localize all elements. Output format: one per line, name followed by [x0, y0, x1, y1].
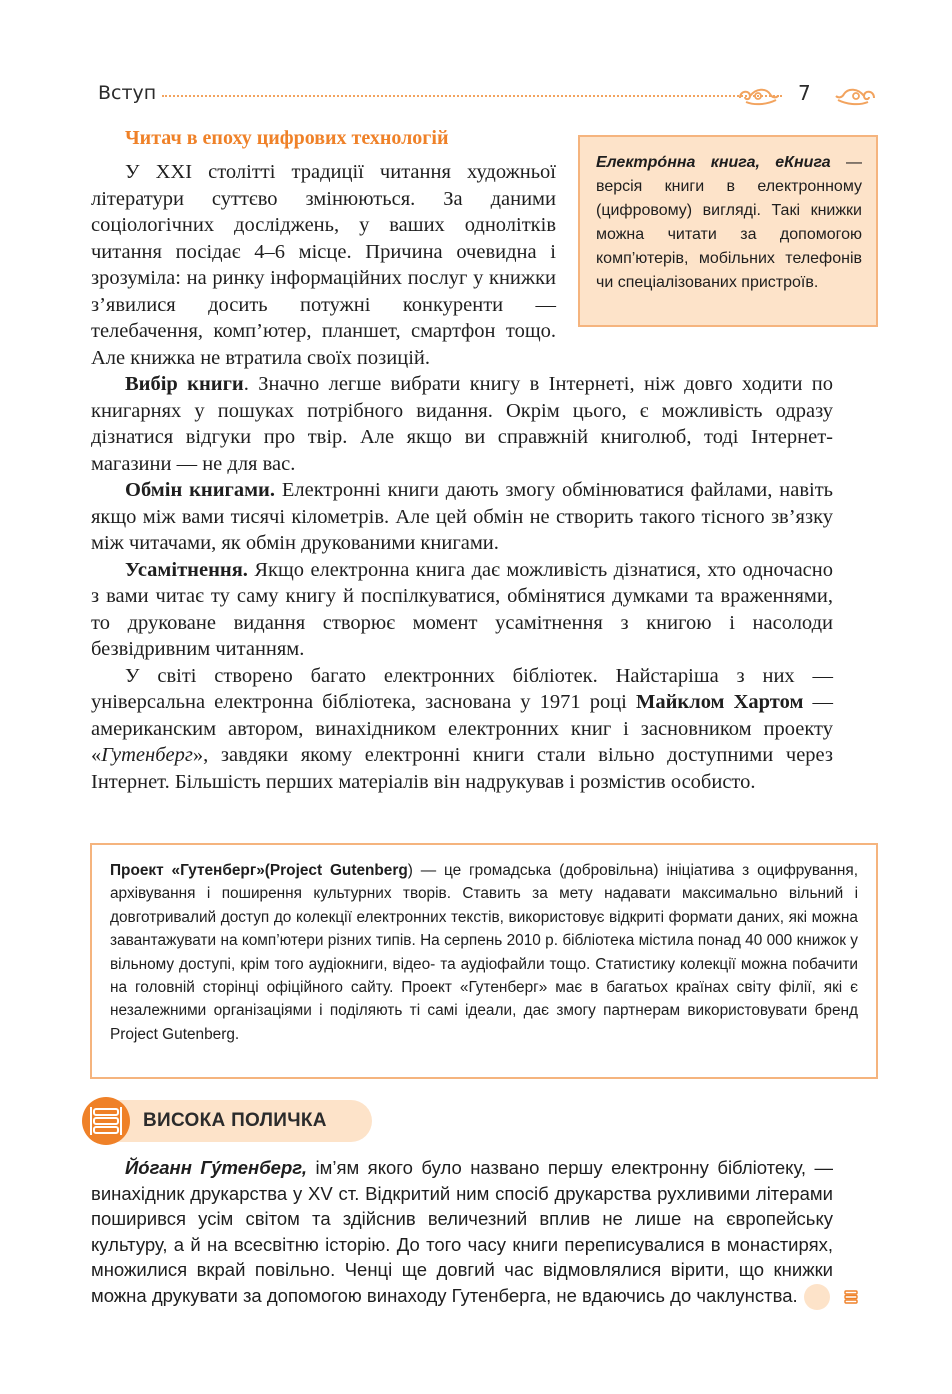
page-header — [98, 80, 880, 112]
gutenberg-text: ім’ям якого було названо першу електронну бібліотеку, — винахідник друкарства у XV ст. Відкритий ним спосіб друкарства рухливими літерами поширився усім світом та здійснив величезний вплив не лише на європейську культуру, а й на всесвітню історію. До того часу книги переписувалися в монастирях, множилися вкрай повільно. Ченці ще довгий час відмовлялися вірити, що книжки можна друкувати за допомогою винаходу Гутенберга, не вдаючись до чаклунства. — [91, 1157, 833, 1306]
paragraph-solitude — [91, 557, 833, 663]
main-text — [91, 371, 833, 795]
gutenberg-name: Йо́ганн Гу́тенберг, — [125, 1157, 308, 1178]
solitude-text: Якщо електронна книга дає можливість дізнатися, хто одночасно з вами читає ту саму книгу й поспілкуватися, обмінятися думками та враженнями, то друковане видання створює момент усамітнення з книгою і насолоди безвідривним читанням. — [91, 558, 833, 660]
gutenberg-box-title: Проект «Гутенберг»(Project Gutenberg — [110, 862, 408, 879]
high-shelf-heading — [82, 1097, 374, 1145]
header-dotted-line — [162, 95, 782, 97]
ornament-right-icon — [834, 84, 878, 108]
intro-text: У XXI столітті традиції читання художньої літератури суттєво змінюються. За даними соціологічних досліджень, у ваших однолітків читання посідає 4–6 місце. Причина очевидна і зрозуміла: на ринку інформаційних послуг у книжки з’явилися досить потужні конкуренти — телебачення, комп’ютер, планшет, смартфон тощо. Але книжка не втратила своїх позицій. — [91, 161, 556, 369]
shelf-title: ВИСОКА ПОЛИЧКА — [143, 1110, 327, 1131]
paragraph-choice — [91, 371, 833, 477]
ornament-left-icon — [736, 84, 780, 108]
section-name: Вступ — [98, 82, 157, 104]
library-founder: Майклом Хартом — [635, 691, 804, 713]
solitude-label: Усамітнення. — [125, 558, 248, 581]
page-number: 7 — [798, 81, 811, 105]
definition-term: Електро́нна книга, еКнига — [596, 154, 831, 171]
choice-label: Вибір книги — [125, 373, 244, 395]
intro-paragraph — [91, 159, 556, 371]
choice-text: . Значно легше вибрати книгу в Інтернеті, ніж довго ходити по книгарнях у пошуках потрібного видання. Окрім цього, є можливість одразу дізнатися відгуки про твір. Але якщо ви справжній книголюб, тоді Інтернет-магазини — не для вас. — [91, 373, 833, 475]
library-text-1: У світі створено багато електронних бібліотек. Найстаріша з них — універсальна електронна бібліотека, заснована у 1971 році — [91, 664, 833, 713]
library-project: Гутенберг — [101, 744, 193, 766]
library-text-2: — американским автором, винахідником електронних книг і засновником проекту « — [91, 691, 834, 766]
bookshelf-icon — [82, 1097, 130, 1145]
library-text-3: », завдяки якому електронні книги стали вільно доступними через Інтернет. Більшість перших матеріалів він надрукував і розмістив особисто. — [91, 744, 833, 793]
gutenberg-paragraph — [91, 1155, 833, 1310]
definition-text: — версія книги в електронному (цифровому) вигляді. Такі книжки можна читати за допомогою комп’ютерів, мобільних телефонів чи спеціалізованих пристроїв. — [596, 154, 862, 291]
exchange-text: Електронні книги дають змогу обмінюватися файлами, навіть якщо між вами тисячі кілометрів. Але цей обмін не створить такого тісного зв’язку між читачами, як обмін друкованими книгами. — [91, 479, 834, 554]
definition-box — [578, 135, 878, 327]
paragraph-exchange — [91, 477, 833, 557]
gutenberg-biography — [91, 1155, 833, 1310]
gutenberg-info-box — [90, 843, 878, 1079]
gutenberg-box-text: ) — це громадська (добровільна) ініціатива з оцифрування, архівування і поширення культурних творів. Ставить за мету надавати максимально вільний і довготривалий доступ до колекції електронних текстів, використовує відкриті формати даних, які можна завантажувати на комп’ютери різних типів. На серпень 2010 р. бібліотека містила понад 40 000 книжок у вільному доступі, крім того аудіокниги, відео- та аудіофайли тощо. Статистику колекції можна побачити на головній сторінці офіційного сайту. Проект «Гутенберг» має в багатьох країнах світу філії, які є незалежними організаціями і поділяють ті самі ідеали, дає змогу партнерам використовувати бренд Project Gutenberg. — [110, 862, 858, 1043]
end-bookshelf-icon — [804, 1284, 830, 1310]
exchange-label: Обмін книгами. — [125, 479, 275, 501]
paragraph-library — [91, 663, 833, 796]
section-title: Читач в епоху цифрових технологій — [125, 127, 449, 149]
